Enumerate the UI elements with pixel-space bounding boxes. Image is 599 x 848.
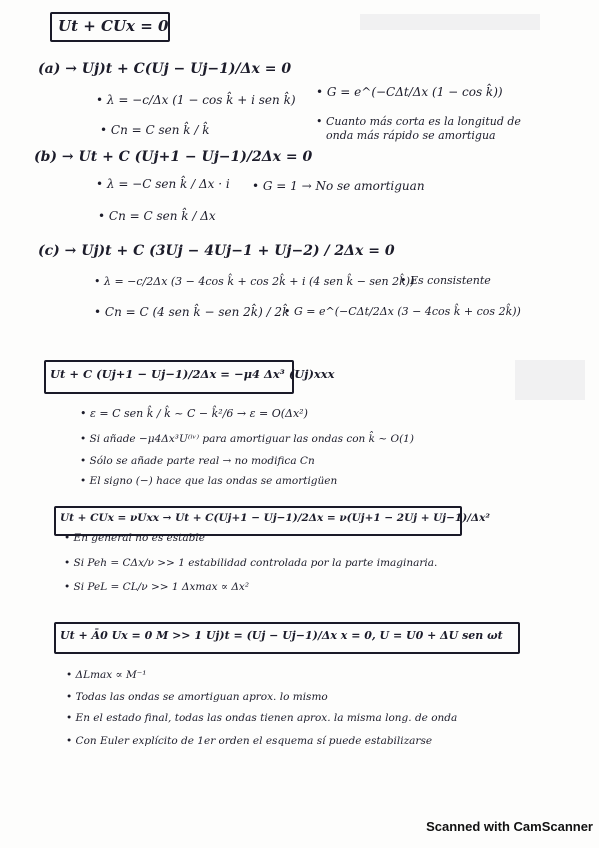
nonlinear-dlmax: • ΔLmax ∝ M⁻¹ [66, 669, 147, 681]
scheme-c-lambda: • λ = −c/2Δx (3 − 4cos k̂ + cos 2k̂ + i (4 sen k̂ − sen 2k̂)) [94, 275, 415, 288]
scheme-a-note-line1: • Cuanto más corta es la longitud de [316, 115, 521, 128]
bleed-through-top [360, 14, 540, 30]
hyperviscosity-epsilon: • ε = C sen k̂ / k̂ ~ C − k̂²/6 → ε = O(Δx²) [80, 407, 308, 420]
adv-diff-general: • En general no es estable [64, 532, 205, 544]
scheme-b-equation: (b) → Ut + C (Uj+1 − Uj−1)/2Δx = 0 [34, 149, 313, 165]
scheme-c-cn: • Cn = C (4 sen k̂ − sen 2k̂) / 2k̂ [94, 305, 290, 319]
scheme-a-lambda: • λ = −c/Δx (1 − cos k̂ + i sen k̂) [96, 93, 296, 107]
scheme-c-g: • G = e^(−CΔt/2Δx (3 − 4cos k̂ + cos 2k̂)) [284, 305, 521, 318]
box-advection-text: Ut + CUx = 0 [58, 17, 169, 35]
scheme-a-cn: • Cn = C sen k̂ / k̂ [100, 123, 210, 137]
box-nonlinear-text: Ut + Ā0 Ux = 0 M >> 1 Uj)t = (Uj − Uj−1)/Δx x = 0, U = U0 + ΔU sen ωt [60, 629, 503, 642]
scheme-a-g: • G = e^(−CΔt/Δx (1 − cos k̂)) [316, 85, 503, 99]
scheme-c-consistent: • Es consistente [400, 274, 491, 287]
scheme-b-g: • G = 1 → No se amortiguan [252, 179, 425, 193]
scheme-a-note-line2: onda más rápido se amortigua [326, 129, 496, 142]
box-hyperviscosity-text: Ut + C (Uj+1 − Uj−1)/2Δx = −μ4 Δx³ (Uj)xxx [50, 367, 335, 381]
scheme-a-equation: (a) → Uj)t + C(Uj − Uj−1)/Δx = 0 [38, 61, 292, 77]
scheme-b-lambda: • λ = −C sen k̂ / Δx · i [96, 177, 230, 191]
box-advection-diffusion-text: Ut + CUx = νUxx → Ut + C(Uj+1 − Uj−1)/2Δx = ν(Uj+1 − 2Uj + Uj−1)/Δx² [60, 512, 491, 524]
bleed-through-right [515, 360, 585, 400]
nonlinear-euler: • Con Euler explícito de 1er orden el esquema sí puede estabilizarse [66, 735, 433, 747]
scheme-b-cn: • Cn = C sen k̂ / Δx [98, 209, 216, 223]
adv-diff-peclet-h: • Si Peh = CΔx/ν >> 1 estabilidad controlada por la parte imaginaria. [64, 557, 438, 569]
scheme-c-equation: (c) → Uj)t + C (3Uj − 4Uj−1 + Uj−2) / 2Δx = 0 [38, 243, 395, 259]
nonlinear-final-state: • En el estado final, todas las ondas tienen aprox. la misma long. de onda [66, 712, 458, 724]
camscanner-watermark: Scanned with CamScanner [426, 819, 593, 834]
nonlinear-all-waves: • Todas las ondas se amortiguan aprox. lo mismo [66, 691, 328, 703]
hyperviscosity-sign: • El signo (−) hace que las ondas se amortigüen [80, 475, 338, 487]
adv-diff-peclet-l: • Si PeL = CL/ν >> 1 Δxmax ∝ Δx² [64, 581, 250, 593]
hyperviscosity-add: • Si añade −μ4Δx³U⁽ⁱᵛ⁾ para amortiguar las ondas con k̂ ~ O(1) [80, 433, 414, 445]
hyperviscosity-real: • Sólo se añade parte real → no modifica Cn [80, 455, 315, 467]
